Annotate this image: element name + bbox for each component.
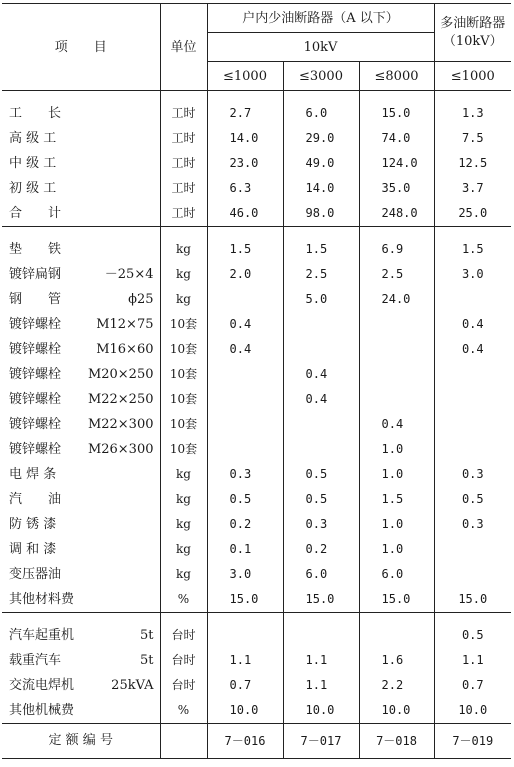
table-row: [2, 623, 511, 648]
item-spec: 5t: [140, 653, 154, 668]
item-spec: M12×75: [96, 317, 154, 332]
unit-cell: 10套: [160, 362, 207, 387]
value-cell: 1.5: [283, 237, 359, 262]
value-cell: 0.4: [359, 412, 434, 437]
item-name: 变压器油: [9, 567, 62, 582]
item-cell: [2, 437, 160, 462]
table-row: [2, 101, 511, 126]
item-name: 其他材料费: [9, 592, 75, 607]
table-row: [2, 201, 511, 227]
table-row: [2, 562, 511, 587]
value-cell: [434, 437, 511, 462]
item-cell: [2, 562, 160, 587]
section-gap: [2, 613, 511, 624]
value-cell: 2.2: [359, 673, 434, 698]
value-cell: [207, 287, 283, 312]
value-cell: 15.0: [359, 101, 434, 126]
item-name: 垫 铁: [9, 242, 62, 257]
item-name: 交流电焊机: [9, 678, 75, 693]
unit-cell: kg: [160, 537, 207, 562]
unit-cell: %: [160, 587, 207, 613]
item-cell: [2, 412, 160, 437]
value-cell: 14.0: [207, 126, 283, 151]
table-row: [2, 151, 511, 176]
value-cell: 0.4: [283, 362, 359, 387]
value-cell: 0.4: [283, 387, 359, 412]
value-cell: 1.1: [283, 648, 359, 673]
item-name: 中 级 工: [9, 156, 57, 171]
header-col: ≤1000: [207, 62, 283, 91]
value-cell: [283, 312, 359, 337]
table-row: [2, 387, 511, 412]
header-item: 项 目: [2, 4, 160, 91]
value-cell: 0.5: [434, 623, 511, 648]
value-cell: 124.0: [359, 151, 434, 176]
header-col: ≤1000: [434, 62, 511, 91]
item-cell: [2, 337, 160, 362]
item-cell: [2, 673, 160, 698]
item-name: 电 焊 条: [9, 467, 57, 482]
value-cell: 49.0: [283, 151, 359, 176]
item-name: 镀锌螺栓: [9, 317, 62, 332]
header-group2: [434, 4, 511, 62]
value-cell: 1.1: [283, 673, 359, 698]
item-cell: [2, 387, 160, 412]
value-cell: [434, 537, 511, 562]
value-cell: 2.5: [359, 262, 434, 287]
unit-cell: kg: [160, 237, 207, 262]
value-cell: 0.3: [434, 462, 511, 487]
value-cell: 6.0: [283, 562, 359, 587]
item-spec: M16×60: [96, 342, 154, 357]
item-cell: [2, 201, 160, 227]
item-cell: [2, 587, 160, 613]
value-cell: [283, 337, 359, 362]
unit-cell: kg: [160, 487, 207, 512]
footer-code: 7－017: [283, 724, 359, 759]
value-cell: [359, 623, 434, 648]
value-cell: 0.4: [434, 312, 511, 337]
item-cell: [2, 487, 160, 512]
item-cell: [2, 151, 160, 176]
value-cell: 15.0: [283, 587, 359, 613]
unit-cell: 台时: [160, 673, 207, 698]
unit-cell: 10套: [160, 337, 207, 362]
item-name: 高 级 工: [9, 131, 57, 146]
item-spec: M26×300: [87, 442, 154, 457]
value-cell: [283, 623, 359, 648]
value-cell: 6.0: [283, 101, 359, 126]
table-row: [2, 337, 511, 362]
item-name: 汽车起重机: [9, 628, 75, 643]
table-row: [2, 648, 511, 673]
unit-cell: kg: [160, 562, 207, 587]
value-cell: 1.0: [359, 512, 434, 537]
value-cell: 3.7: [434, 176, 511, 201]
table-row: [2, 437, 511, 462]
value-cell: [434, 287, 511, 312]
value-cell: 1.3: [434, 101, 511, 126]
section-gap: [2, 91, 511, 102]
unit-cell: kg: [160, 512, 207, 537]
value-cell: 0.5: [283, 462, 359, 487]
value-cell: 23.0: [207, 151, 283, 176]
unit-cell: 10套: [160, 437, 207, 462]
value-cell: 1.5: [434, 237, 511, 262]
value-cell: 12.5: [434, 151, 511, 176]
value-cell: 0.3: [434, 512, 511, 537]
value-cell: [207, 362, 283, 387]
value-cell: 25.0: [434, 201, 511, 227]
item-cell: [2, 648, 160, 673]
section-gap: [2, 227, 511, 238]
value-cell: 0.7: [434, 673, 511, 698]
item-name: 镀锌螺栓: [9, 367, 62, 382]
item-cell: [2, 101, 160, 126]
unit-cell: 台时: [160, 623, 207, 648]
table-row: [2, 237, 511, 262]
unit-cell: 工时: [160, 126, 207, 151]
value-cell: 10.0: [359, 698, 434, 724]
unit-cell: 工时: [160, 101, 207, 126]
value-cell: [434, 412, 511, 437]
value-cell: [434, 562, 511, 587]
value-cell: [207, 387, 283, 412]
table-row: [2, 312, 511, 337]
item-name: 调 和 漆: [9, 542, 57, 557]
value-cell: [434, 387, 511, 412]
table-row: [2, 262, 511, 287]
header-unit: 单位: [160, 4, 207, 91]
value-cell: 248.0: [359, 201, 434, 227]
item-name: 汽 油: [9, 492, 62, 507]
value-cell: 0.4: [207, 337, 283, 362]
value-cell: 6.3: [207, 176, 283, 201]
value-cell: 98.0: [283, 201, 359, 227]
item-spec: 5t: [140, 628, 154, 643]
value-cell: 74.0: [359, 126, 434, 151]
value-cell: 15.0: [359, 587, 434, 613]
value-cell: [207, 412, 283, 437]
item-name: 镀锌螺栓: [9, 342, 62, 357]
item-cell: [2, 237, 160, 262]
value-cell: 2.7: [207, 101, 283, 126]
item-name: 载重汽车: [9, 653, 62, 668]
value-cell: 35.0: [359, 176, 434, 201]
table-row: [2, 537, 511, 562]
unit-cell: 10套: [160, 387, 207, 412]
value-cell: 0.3: [283, 512, 359, 537]
item-name: 防 锈 漆: [9, 517, 57, 532]
header-col: ≤8000: [359, 62, 434, 91]
value-cell: 0.3: [207, 462, 283, 487]
header-group1-sub: 10kV: [207, 33, 434, 62]
item-name: 工 长: [9, 106, 62, 121]
value-cell: 3.0: [207, 562, 283, 587]
unit-cell: kg: [160, 287, 207, 312]
value-cell: 0.5: [434, 487, 511, 512]
value-cell: 0.5: [283, 487, 359, 512]
value-cell: 6.0: [359, 562, 434, 587]
item-name: 合 计: [9, 206, 62, 221]
table-body: [2, 91, 511, 724]
header-col: ≤3000: [283, 62, 359, 91]
table-row: [2, 126, 511, 151]
item-spec: M22×300: [87, 417, 154, 432]
value-cell: [359, 362, 434, 387]
quota-table: [2, 3, 511, 759]
item-cell: [2, 698, 160, 724]
item-cell: [2, 537, 160, 562]
value-cell: 1.0: [359, 437, 434, 462]
footer-label: 定 额 编 号: [2, 724, 160, 759]
unit-cell: kg: [160, 262, 207, 287]
value-cell: 1.5: [207, 237, 283, 262]
value-cell: 1.1: [434, 648, 511, 673]
value-cell: 1.5: [359, 487, 434, 512]
footer-code: 7－018: [359, 724, 434, 759]
table-row: [2, 487, 511, 512]
value-cell: 0.4: [434, 337, 511, 362]
footer-code: 7－016: [207, 724, 283, 759]
value-cell: 29.0: [283, 126, 359, 151]
item-name: 其他机械费: [9, 703, 75, 718]
value-cell: 1.0: [359, 537, 434, 562]
value-cell: 1.0: [359, 462, 434, 487]
value-cell: 0.7: [207, 673, 283, 698]
value-cell: 2.0: [207, 262, 283, 287]
item-cell: [2, 262, 160, 287]
item-spec: 25kVA: [111, 678, 154, 693]
item-name: 钢 管: [9, 292, 62, 307]
unit-cell: 10套: [160, 312, 207, 337]
value-cell: [359, 312, 434, 337]
value-cell: 15.0: [207, 587, 283, 613]
value-cell: 15.0: [434, 587, 511, 613]
item-cell: [2, 462, 160, 487]
table-row: [2, 362, 511, 387]
item-cell: [2, 126, 160, 151]
table-row: [2, 673, 511, 698]
item-name: 镀锌扁钢: [9, 267, 62, 282]
value-cell: 0.2: [283, 537, 359, 562]
footer-unit-empty: [160, 724, 207, 759]
value-cell: 24.0: [359, 287, 434, 312]
item-cell: [2, 287, 160, 312]
value-cell: 0.1: [207, 537, 283, 562]
item-spec: ϕ25: [128, 292, 154, 307]
unit-cell: 10套: [160, 412, 207, 437]
unit-cell: 工时: [160, 151, 207, 176]
value-cell: [359, 387, 434, 412]
item-cell: [2, 362, 160, 387]
value-cell: 14.0: [283, 176, 359, 201]
item-name: 初 级 工: [9, 181, 57, 196]
table-row: [2, 462, 511, 487]
value-cell: 10.0: [434, 698, 511, 724]
value-cell: 0.5: [207, 487, 283, 512]
table-row: [2, 512, 511, 537]
footer-code: 7－019: [434, 724, 511, 759]
unit-cell: 台时: [160, 648, 207, 673]
unit-cell: 工时: [160, 176, 207, 201]
table-row: [2, 698, 511, 724]
value-cell: 7.5: [434, 126, 511, 151]
value-cell: 5.0: [283, 287, 359, 312]
value-cell: 3.0: [434, 262, 511, 287]
item-spec: M20×250: [87, 367, 154, 382]
table-row: [2, 587, 511, 613]
table-footer: [2, 724, 511, 759]
item-cell: [2, 312, 160, 337]
value-cell: [283, 437, 359, 462]
item-name: 镀锌螺栓: [9, 442, 62, 457]
table-row: [2, 176, 511, 201]
value-cell: 10.0: [283, 698, 359, 724]
value-cell: 46.0: [207, 201, 283, 227]
unit-cell: 工时: [160, 201, 207, 227]
value-cell: 1.6: [359, 648, 434, 673]
value-cell: 6.9: [359, 237, 434, 262]
item-spec: M22×250: [87, 392, 154, 407]
item-cell: [2, 512, 160, 537]
table-row: [2, 412, 511, 437]
value-cell: [434, 362, 511, 387]
value-cell: 0.2: [207, 512, 283, 537]
header-group1: 户内少油断路器（A 以下）: [207, 4, 434, 33]
unit-cell: kg: [160, 462, 207, 487]
table-header: [2, 4, 511, 91]
value-cell: 2.5: [283, 262, 359, 287]
value-cell: [207, 437, 283, 462]
item-spec: －25×4: [104, 267, 154, 282]
item-name: 镀锌螺栓: [9, 392, 62, 407]
value-cell: [283, 412, 359, 437]
item-name: 镀锌螺栓: [9, 417, 62, 432]
value-cell: 1.1: [207, 648, 283, 673]
header-group2-line2: （10kV）: [442, 33, 503, 49]
unit-cell: %: [160, 698, 207, 724]
item-cell: [2, 176, 160, 201]
value-cell: [207, 623, 283, 648]
item-cell: [2, 623, 160, 648]
header-group2-line1: 多油断路器: [440, 15, 506, 31]
table-row: [2, 287, 511, 312]
value-cell: 10.0: [207, 698, 283, 724]
value-cell: [359, 337, 434, 362]
value-cell: 0.4: [207, 312, 283, 337]
